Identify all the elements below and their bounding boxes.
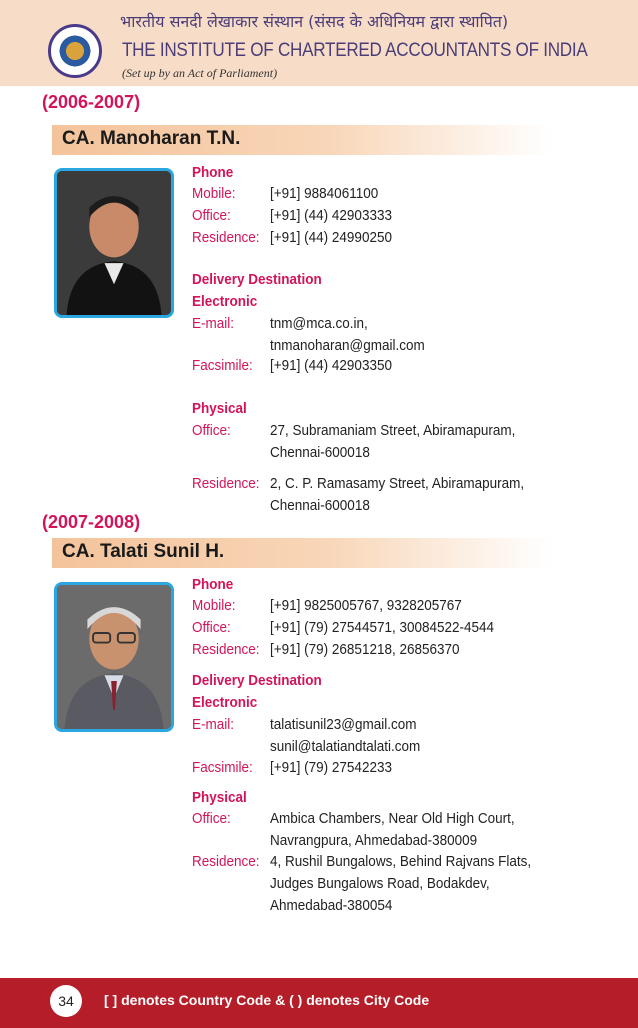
- email-label: E-mail:: [192, 315, 235, 332]
- mobile-label: Mobile:: [192, 185, 236, 202]
- residence-address: 4, Rushil Bungalows, Behind Rajvans Flats,: [270, 853, 532, 870]
- name-bar: [52, 538, 552, 568]
- icai-emblem-icon: [48, 24, 102, 78]
- electronic-heading: Electronic: [192, 293, 258, 310]
- email-label: E-mail:: [192, 716, 235, 733]
- page-number: 34: [50, 985, 82, 1017]
- fax-label: Facsimile:: [192, 759, 253, 776]
- fax-value: [+91] (44) 42903350: [270, 357, 392, 374]
- fax-label: Facsimile:: [192, 357, 253, 374]
- office-phone-label: Office:: [192, 207, 231, 224]
- portrait-photo: [54, 168, 174, 318]
- mobile-value: [+91] 9884061100: [270, 185, 379, 202]
- name-bar: [52, 125, 552, 155]
- office-address: 27, Subramaniam Street, Abiramapuram,: [270, 422, 516, 439]
- residence-address-label: Residence:: [192, 475, 260, 492]
- office-phone-value: [+91] (44) 42903333: [270, 207, 392, 224]
- office-address: Chennai-600018: [270, 444, 370, 461]
- residence-address: Chennai-600018: [270, 497, 370, 514]
- office-address: Navrangpura, Ahmedabad-380009: [270, 832, 478, 849]
- mobile-value: [+91] 9825005767, 9328205767: [270, 597, 462, 614]
- email-value[interactable]: talatisunil23@gmail.com: [270, 716, 417, 733]
- fax-value: [+91] (79) 27542233: [270, 759, 392, 776]
- term-year: (2006-2007): [42, 92, 141, 112]
- page-header: [0, 0, 638, 86]
- office-address-label: Office:: [192, 810, 231, 827]
- phone-heading: Phone: [192, 576, 234, 593]
- term-year: (2007-2008): [42, 512, 141, 532]
- phone-heading: Phone: [192, 164, 234, 181]
- residence-phone-label: Residence:: [192, 229, 260, 246]
- email-value[interactable]: tnm@mca.co.in,: [270, 315, 368, 332]
- institute-subtitle: (Set up by an Act of Parliament): [122, 66, 278, 80]
- physical-heading: Physical: [192, 400, 247, 417]
- office-address: Ambica Chambers, Near Old High Court,: [270, 810, 515, 827]
- residence-phone-label: Residence:: [192, 641, 260, 658]
- institute-title: THE INSTITUTE OF CHARTERED ACCOUNTANTS OF INDIA: [122, 40, 588, 61]
- delivery-heading: Delivery Destination: [192, 271, 322, 288]
- hindi-title: भारतीय सनदी लेखाकार संस्थान (संसद के अधिनियम द्वारा स्थापित): [120, 12, 509, 31]
- office-phone-label: Office:: [192, 619, 231, 636]
- email-value[interactable]: sunil@talatiandtalati.com: [270, 738, 421, 755]
- contact-block: [192, 576, 572, 916]
- contact-block: [192, 164, 572, 524]
- person-name: CA. Talati Sunil H.: [62, 541, 225, 562]
- portrait-photo: [54, 582, 174, 732]
- residence-phone-value: [+91] (79) 26851218, 26856370: [270, 641, 460, 658]
- electronic-heading: Electronic: [192, 694, 258, 711]
- email-value[interactable]: tnmanoharan@gmail.com: [270, 337, 425, 354]
- person-name: CA. Manoharan T.N.: [62, 128, 241, 149]
- footer-note: [ ] denotes Country Code & ( ) denotes City Code: [104, 992, 430, 1008]
- residence-address-label: Residence:: [192, 853, 260, 870]
- page-footer: [0, 978, 638, 1028]
- mobile-label: Mobile:: [192, 597, 236, 614]
- residence-phone-value: [+91] (44) 24990250: [270, 229, 392, 246]
- delivery-heading: Delivery Destination: [192, 672, 322, 689]
- office-phone-value: [+91] (79) 27544571, 30084522-4544: [270, 619, 495, 636]
- office-address-label: Office:: [192, 422, 231, 439]
- residence-address: 2, C. P. Ramasamy Street, Abiramapuram,: [270, 475, 525, 492]
- residence-address: Judges Bungalows Road, Bodakdev,: [270, 875, 490, 892]
- physical-heading: Physical: [192, 789, 247, 806]
- residence-address: Ahmedabad-380054: [270, 897, 393, 914]
